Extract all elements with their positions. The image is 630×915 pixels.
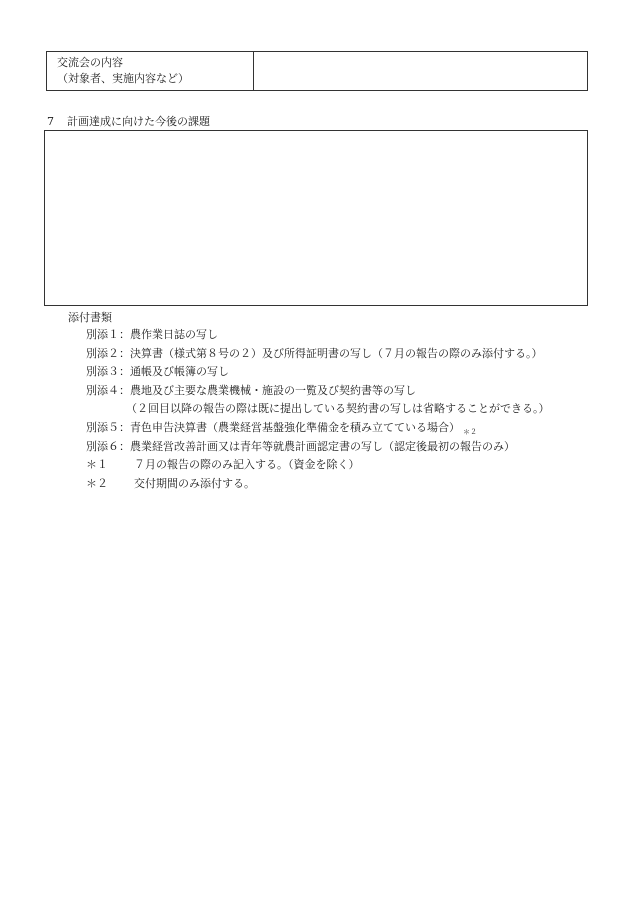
section-7-heading bbox=[47, 113, 210, 129]
attachment-item: 別添１：農作業日誌の写し bbox=[86, 328, 218, 341]
attachments-heading: 添付書類 bbox=[68, 311, 112, 324]
exchange-label-line1: 交流会の内容 bbox=[57, 56, 123, 69]
section-7-number: 7 bbox=[47, 115, 54, 128]
future-issues-field[interactable] bbox=[44, 130, 588, 306]
exchange-table bbox=[46, 51, 588, 91]
footnote-2-mark: ＊２ bbox=[86, 476, 108, 490]
footnote-2 bbox=[86, 475, 550, 494]
attachments-list bbox=[86, 326, 550, 493]
attachment-item: 別添６：農業経営改善計画又は青年等就農計画認定書の写し（認定後最初の報告のみ） bbox=[86, 439, 515, 453]
footnote-mark: ＊２ bbox=[463, 427, 477, 436]
exchange-label-cell bbox=[47, 52, 254, 90]
attachment-item: 別添２：決算書（様式第８号の２）及び所得証明書の写し（７月の報告の際のみ添付する。） bbox=[86, 346, 543, 360]
attachment-item-5-text: 別添５：青色申告決算書（農業経営基盤強化準備金を積み立てている場合） bbox=[86, 420, 460, 434]
section-7-title: 計画達成に向けた今後の課題 bbox=[67, 115, 210, 128]
footnote-1 bbox=[86, 456, 550, 475]
attachment-item: 別添４：農地及び主要な農業機械・施設の一覧及び契約書等の写し bbox=[86, 383, 416, 397]
exchange-label-line2: （対象者、実施内容など） bbox=[57, 72, 189, 85]
footnote-1-text: ７月の報告の際のみ記入する。（資金を除く） bbox=[134, 458, 360, 472]
exchange-value-field[interactable] bbox=[254, 52, 587, 90]
attachment-item: 別添３：通帳及び帳簿の写し bbox=[86, 365, 229, 379]
attachment-item-note: （２回目以降の報告の際は既に提出している契約書の写しは省略することができる。） bbox=[126, 402, 550, 416]
footnote-2-text: 交付期間のみ添付する。 bbox=[134, 476, 255, 490]
footnote-1-mark: ＊１ bbox=[86, 458, 108, 472]
attachment-item-5 bbox=[86, 419, 550, 438]
